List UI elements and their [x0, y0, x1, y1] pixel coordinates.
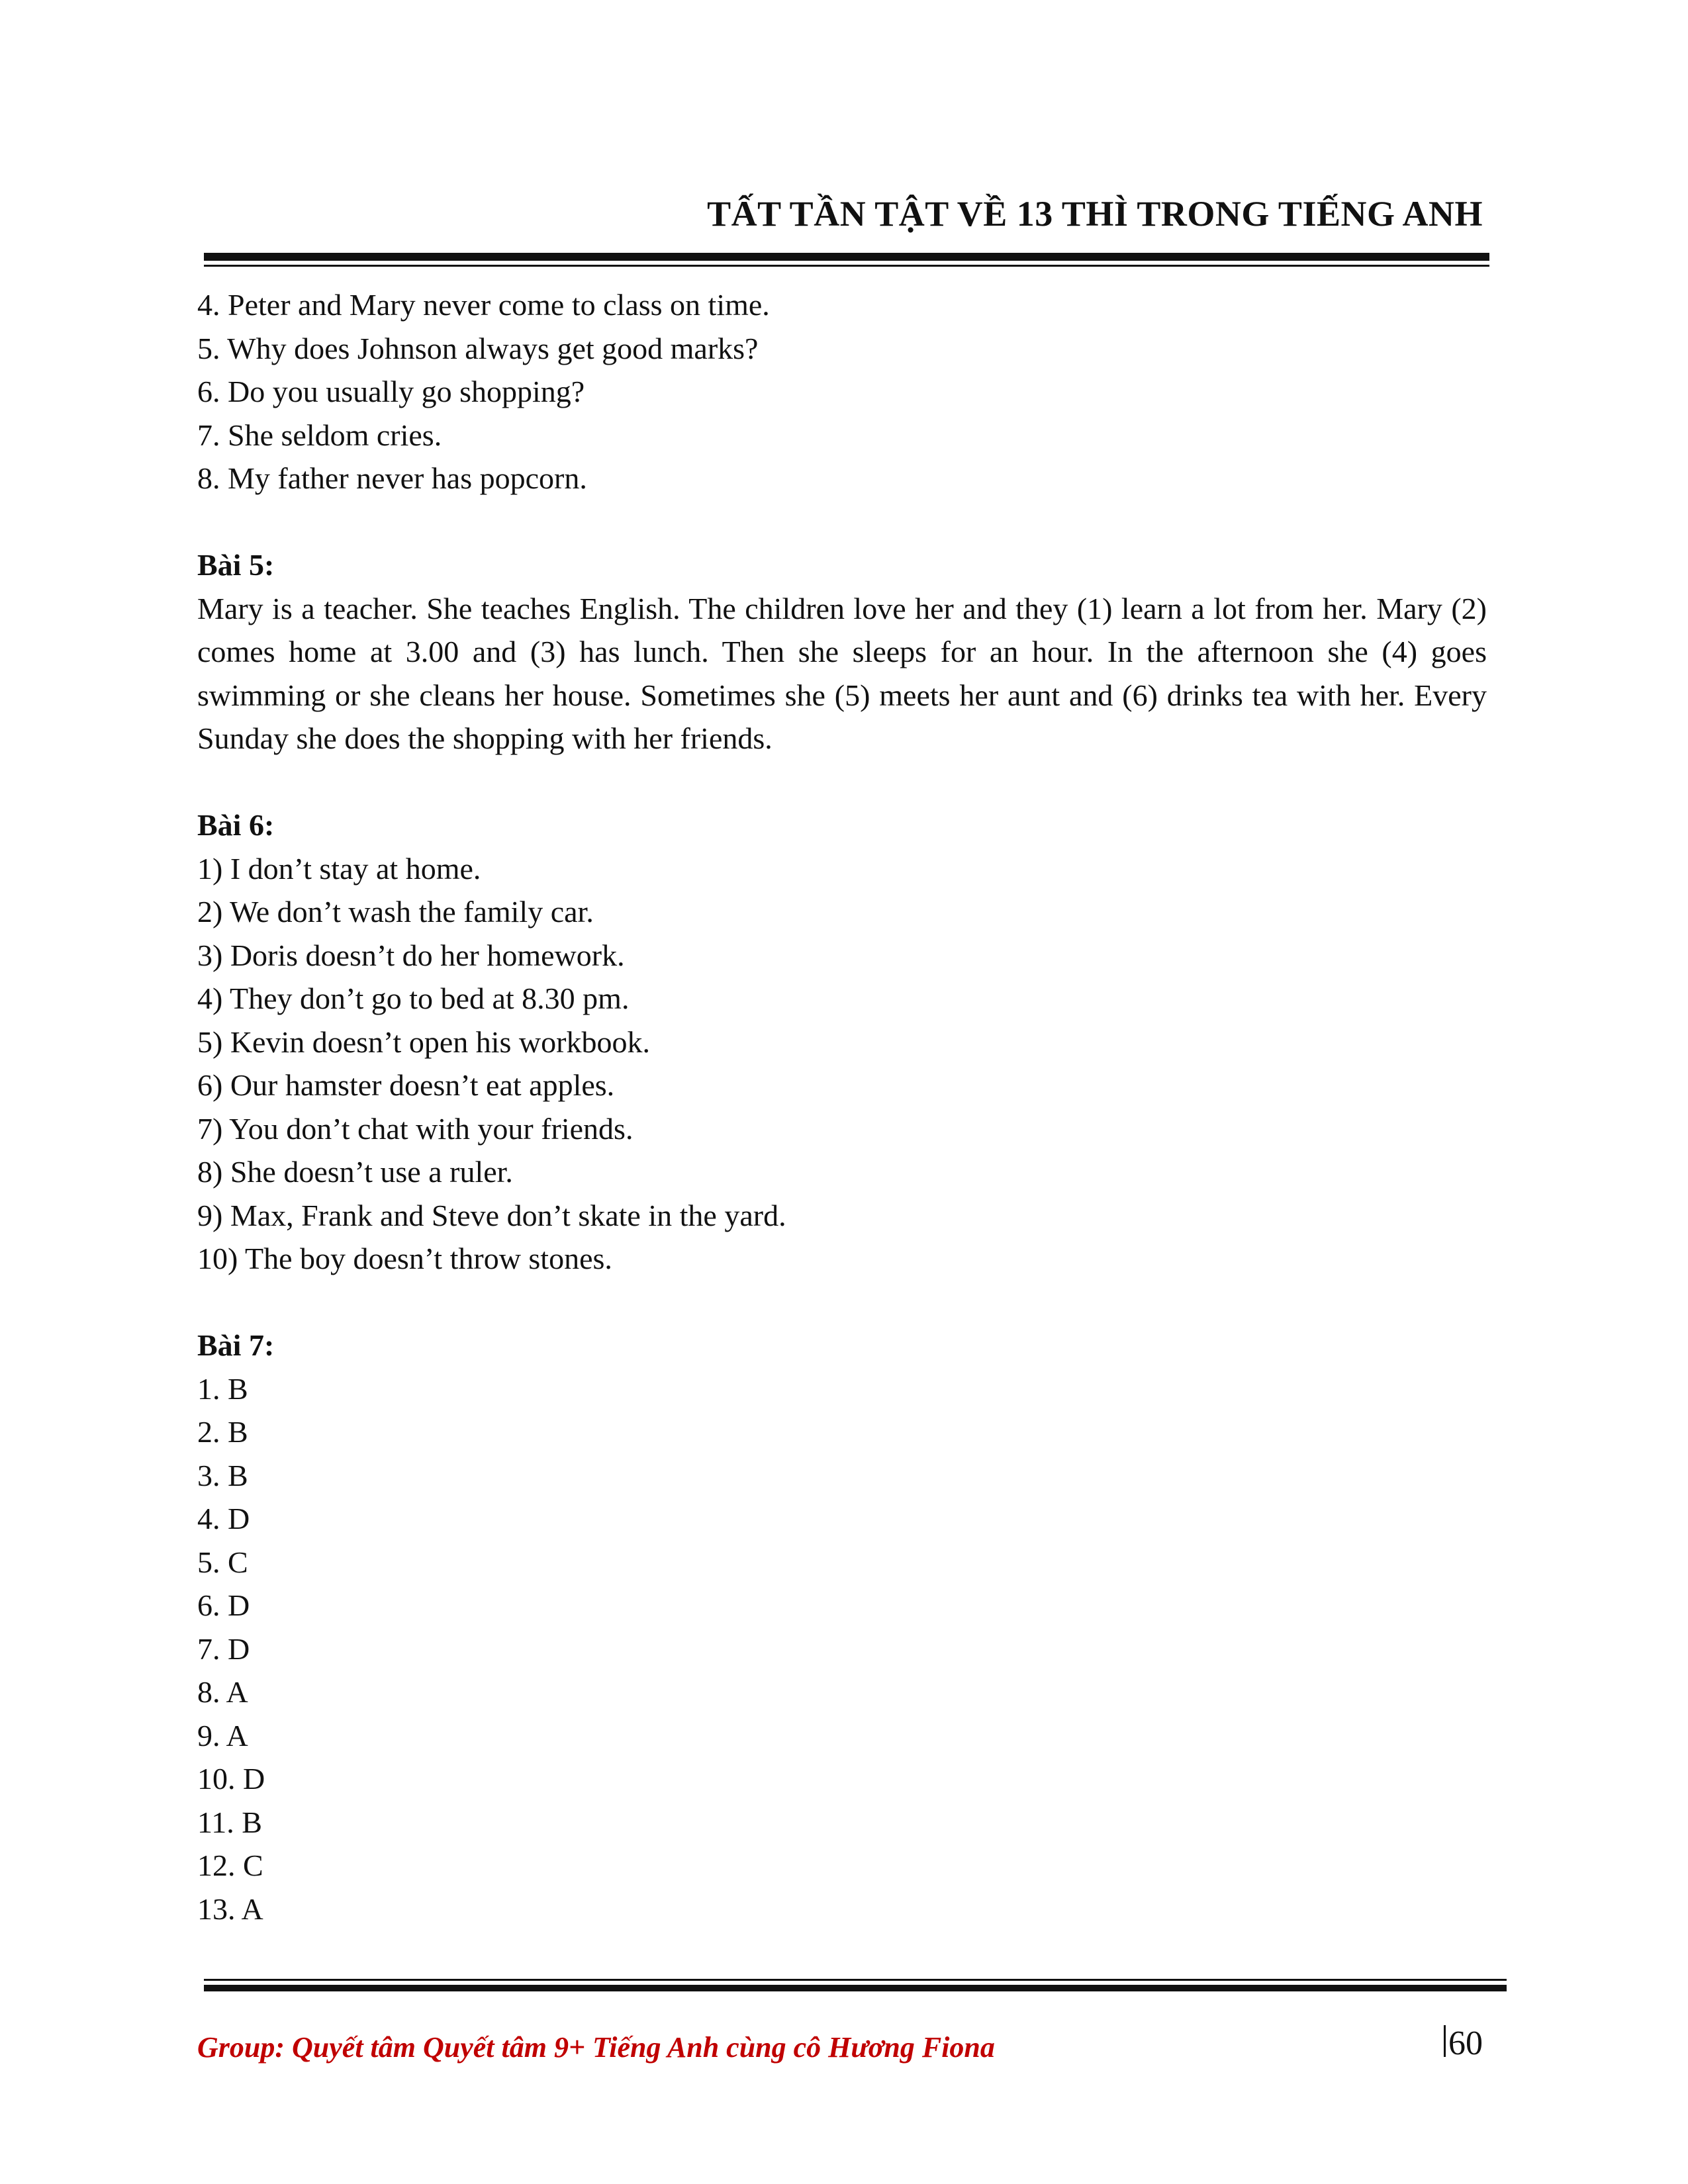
bai7-answer-line: 5. C — [197, 1545, 248, 1579]
bai4-answer-line: 8. My father never has popcorn. — [197, 461, 587, 495]
bai5-heading: Bài 5: — [197, 548, 275, 582]
bai6-answer-list — [197, 847, 1487, 1281]
page-header-title: TẤT TẦN TẬT VỀ 13 THÌ TRONG TIẾNG ANH — [707, 194, 1483, 234]
page-number-separator — [1444, 2025, 1446, 2057]
bai7-answer-line: 2. B — [197, 1415, 248, 1449]
footer-divider-thick — [204, 1985, 1507, 1991]
bai4-answer-list — [197, 283, 1487, 500]
bai7-answer-line: 4. D — [197, 1502, 250, 1535]
bai7-answer-line: 1. B — [197, 1371, 248, 1406]
bai5-paragraph: Mary is a teacher. She teaches English. The children love her and they (1) learn a lot from her. Mary (2) comes home at 3.00 and (3) has lunch. Then she sleeps for an hour. In the afternoon she (4) goes swimming or she cleans her house. Sometimes she (5) meets her aunt and (6) drinks tea with her. Every Sunday she does the shopping with her friends. — [197, 591, 1487, 755]
bai7-answer-list — [197, 1367, 1487, 1931]
bai6-answer-line: 3) Doris doesn’t do her homework. — [197, 938, 625, 972]
bai7-answer-line: 7. D — [197, 1631, 250, 1666]
header-divider-thin — [204, 265, 1489, 267]
bai6-answer-line: 2) We don’t wash the family car. — [197, 895, 594, 929]
spacer — [197, 1281, 1487, 1324]
bai7-answer-line: 9. A — [197, 1718, 248, 1752]
bai4-answer-line: 7. She seldom cries. — [197, 418, 442, 452]
page-content — [197, 283, 1487, 1931]
bai6-answer-line: 10) The boy doesn’t throw stones. — [197, 1242, 612, 1275]
bai4-answer-line: 6. Do you usually go shopping? — [197, 375, 585, 408]
page-number-block — [1444, 2024, 1483, 2063]
bai7-answer-line: 3. B — [197, 1458, 248, 1492]
bai6-answer-line: 7) You don’t chat with your friends. — [197, 1111, 633, 1146]
bai4-answer-line: 4. Peter and Mary never come to class on time. — [197, 288, 770, 322]
bai6-answer-line: 9) Max, Frank and Steve don’t skate in the yard. — [197, 1198, 786, 1232]
bai6-answer-line: 8) She doesn’t use a ruler. — [197, 1155, 513, 1189]
bai6-answer-line: 1) I don’t stay at home. — [197, 851, 481, 886]
header-divider-thick — [204, 253, 1489, 261]
bai6-answer-line: 6) Our hamster doesn’t eat apples. — [197, 1068, 615, 1102]
bai6-answer-line: 4) They don’t go to bed at 8.30 pm. — [197, 981, 630, 1015]
bai7-answer-line: 11. B — [197, 1805, 262, 1839]
bai7-answer-line: 8. A — [197, 1675, 248, 1709]
bai6-heading: Bài 6: — [197, 808, 275, 842]
bai4-answer-line: 5. Why does Johnson always get good marks? — [197, 331, 759, 365]
spacer — [197, 500, 1487, 544]
spacer — [197, 760, 1487, 804]
bai7-answer-line: 13. A — [197, 1891, 263, 1926]
bai7-answer-line: 12. C — [197, 1848, 263, 1882]
bai7-answer-line: 10. D — [197, 1762, 265, 1796]
footer-group-text: Group: Quyết tâm Quyết tâm 9+ Tiếng Anh cùng cô Hương Fiona — [197, 2031, 995, 2064]
footer-divider-thin — [204, 1979, 1507, 1981]
page-number: 60 — [1448, 2025, 1483, 2062]
bai6-answer-line: 5) Kevin doesn’t open his workbook. — [197, 1024, 650, 1059]
bai7-heading: Bài 7: — [197, 1328, 275, 1362]
bai7-answer-line: 6. D — [197, 1588, 250, 1622]
